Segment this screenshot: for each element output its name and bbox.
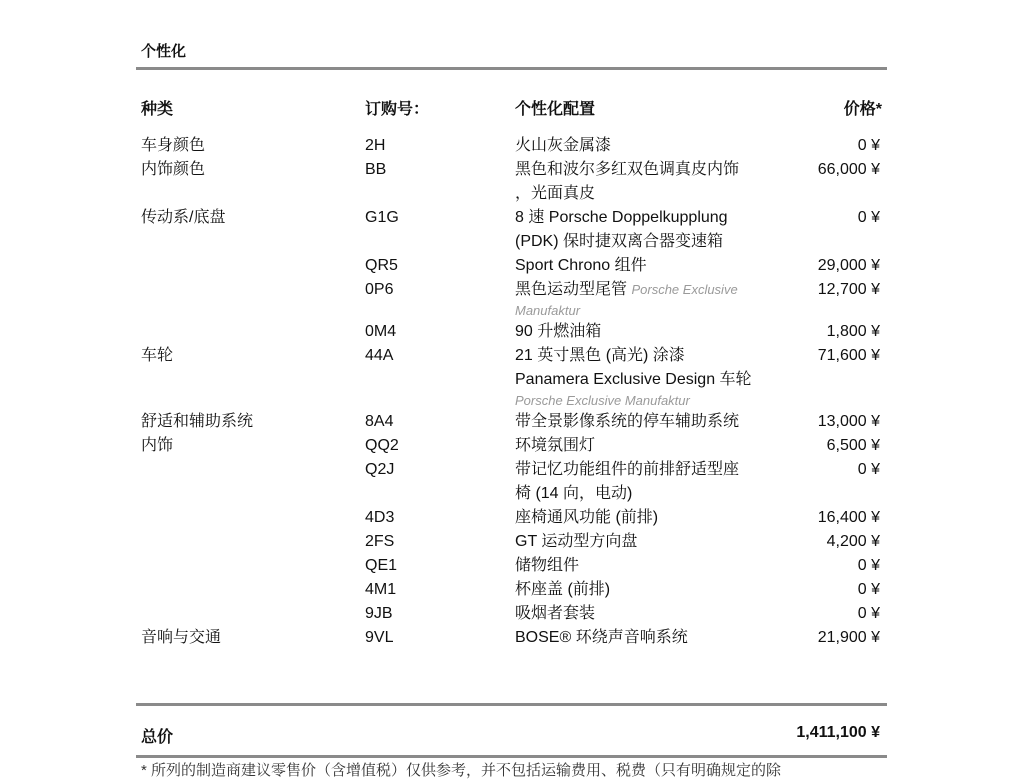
configuration-text: 带记忆功能组件的前排舒适型座 bbox=[515, 461, 740, 478]
row-price: 0 ¥ bbox=[857, 209, 880, 226]
row-order-code: 44A bbox=[365, 347, 394, 364]
header-price: 价格* bbox=[843, 101, 882, 118]
configuration-line bbox=[515, 206, 728, 230]
configuration-line bbox=[515, 134, 611, 158]
row-order-code: 4M1 bbox=[365, 581, 397, 598]
configuration-text: Sport Chrono 组件 bbox=[515, 257, 647, 274]
row-price: 21,900 ¥ bbox=[817, 629, 880, 646]
table-row bbox=[0, 278, 1024, 320]
configuration-text: BOSE® 环绕声音响系统 bbox=[515, 629, 688, 646]
total-divider bbox=[136, 755, 887, 758]
row-order-code: 9VL bbox=[365, 629, 394, 646]
configuration-line bbox=[515, 344, 752, 368]
configuration-text: 吸烟者套装 bbox=[515, 605, 596, 622]
row-order-code: 0P6 bbox=[365, 281, 394, 298]
configuration-line bbox=[515, 182, 739, 206]
table-row bbox=[0, 530, 1024, 554]
table-row bbox=[0, 254, 1024, 278]
table-row bbox=[0, 344, 1024, 410]
row-order-code: BB bbox=[365, 161, 387, 178]
row-configuration bbox=[515, 158, 739, 206]
configuration-text: 21 英寸黑色 (高光) 涂漆 bbox=[515, 347, 685, 364]
row-price: 1,800 ¥ bbox=[826, 323, 880, 340]
exclusive-label: Porsche Exclusive Manufaktur bbox=[515, 393, 690, 408]
row-category: 车身颜色 bbox=[141, 137, 206, 154]
row-order-code: 0M4 bbox=[365, 323, 397, 340]
row-configuration bbox=[515, 254, 647, 278]
row-category: 内饰颜色 bbox=[141, 161, 206, 178]
row-configuration bbox=[515, 458, 739, 506]
table-row bbox=[0, 410, 1024, 434]
configuration-text: 环境氛围灯 bbox=[515, 437, 596, 454]
table-row bbox=[0, 206, 1024, 254]
configuration-line bbox=[515, 158, 739, 182]
exclusive-label: Porsche Exclusive bbox=[631, 282, 738, 297]
configuration-text: 火山灰金属漆 bbox=[515, 137, 612, 154]
row-configuration bbox=[515, 626, 688, 650]
row-price: 16,400 ¥ bbox=[817, 509, 880, 526]
row-category: 传动系/底盘 bbox=[141, 209, 226, 226]
row-price: 0 ¥ bbox=[857, 461, 880, 478]
configuration-text: Panamera Exclusive Design 车轮 bbox=[515, 371, 752, 388]
table-row bbox=[0, 554, 1024, 578]
row-order-code: 2H bbox=[365, 137, 386, 154]
configuration-text: 储物组件 bbox=[515, 557, 580, 574]
row-price: 0 ¥ bbox=[857, 557, 880, 574]
configuration-line bbox=[515, 578, 610, 602]
configuration-text: (PDK) 保时捷双离合器变速箱 bbox=[515, 233, 724, 250]
configuration-line bbox=[515, 626, 688, 650]
configuration-text: ，光面真皮 bbox=[515, 185, 596, 202]
table-row bbox=[0, 158, 1024, 206]
section-title: 个性化 bbox=[141, 43, 187, 60]
row-order-code: 8A4 bbox=[365, 413, 394, 430]
row-order-code: G1G bbox=[365, 209, 399, 226]
configuration-line bbox=[515, 254, 647, 278]
configuration-line bbox=[515, 506, 658, 530]
row-price: 4,200 ¥ bbox=[826, 533, 880, 550]
configuration-line bbox=[515, 278, 738, 302]
row-order-code: QR5 bbox=[365, 257, 398, 274]
row-order-code: QQ2 bbox=[365, 437, 399, 454]
configuration-text: 黑色运动型尾管 bbox=[515, 281, 628, 298]
configuration-text: 黑色和波尔多红双色调真皮内饰 bbox=[515, 161, 740, 178]
table-row bbox=[0, 434, 1024, 458]
row-order-code: Q2J bbox=[365, 461, 395, 478]
row-configuration bbox=[515, 506, 658, 530]
table-row bbox=[0, 320, 1024, 344]
configuration-line bbox=[515, 554, 579, 578]
configuration-text: 8 速 Porsche Doppelkupplung bbox=[515, 209, 728, 226]
header-category: 种类 bbox=[141, 101, 174, 118]
row-configuration bbox=[515, 602, 595, 626]
row-category: 音响与交通 bbox=[141, 629, 222, 646]
row-price: 0 ¥ bbox=[857, 605, 880, 622]
configuration-text: 杯座盖 (前排) bbox=[515, 581, 611, 598]
configuration-line bbox=[515, 602, 595, 626]
header-order-code: 订购号： bbox=[365, 101, 430, 118]
top-divider bbox=[136, 67, 887, 70]
row-configuration bbox=[515, 410, 739, 434]
row-configuration bbox=[515, 434, 595, 458]
configuration-line bbox=[515, 458, 739, 482]
configuration-text: 椅 (14 向，电动) bbox=[515, 485, 633, 502]
configuration-line bbox=[515, 368, 752, 392]
configuration-line bbox=[515, 482, 739, 506]
row-configuration bbox=[515, 530, 637, 554]
configuration-text: 座椅通风功能 (前排) bbox=[515, 509, 659, 526]
configuration-line bbox=[515, 410, 739, 434]
row-price: 0 ¥ bbox=[857, 581, 880, 598]
table-row bbox=[0, 458, 1024, 506]
row-price: 12,700 ¥ bbox=[817, 281, 880, 298]
total-label: 总价 bbox=[141, 729, 174, 746]
row-price: 6,500 ¥ bbox=[826, 437, 880, 454]
configuration-line bbox=[515, 230, 728, 254]
row-order-code: 2FS bbox=[365, 533, 395, 550]
row-category: 车轮 bbox=[141, 347, 174, 364]
table-row bbox=[0, 626, 1024, 650]
row-configuration bbox=[515, 206, 728, 254]
configuration-text: GT 运动型方向盘 bbox=[515, 533, 638, 550]
row-price: 66,000 ¥ bbox=[817, 161, 880, 178]
row-configuration bbox=[515, 134, 611, 158]
row-price: 0 ¥ bbox=[857, 137, 880, 154]
configuration-text: 90 升燃油箱 bbox=[515, 323, 602, 340]
row-configuration bbox=[515, 320, 601, 344]
row-configuration bbox=[515, 344, 752, 410]
row-category: 舒适和辅助系统 bbox=[141, 413, 254, 430]
table-row bbox=[0, 602, 1024, 626]
row-configuration bbox=[515, 278, 738, 320]
row-configuration bbox=[515, 554, 579, 578]
row-price: 71,600 ¥ bbox=[817, 347, 880, 364]
configuration-line bbox=[515, 530, 637, 554]
row-order-code: 9JB bbox=[365, 605, 393, 622]
row-order-code: QE1 bbox=[365, 557, 398, 574]
configuration-text: 带全景影像系统的停车辅助系统 bbox=[515, 413, 740, 430]
exclusive-label: Manufaktur bbox=[515, 303, 581, 318]
row-category: 内饰 bbox=[141, 437, 174, 454]
header-configuration: 个性化配置 bbox=[515, 101, 596, 118]
row-configuration bbox=[515, 578, 610, 602]
total-value: 1,411,100 ¥ bbox=[796, 724, 880, 741]
row-order-code: 4D3 bbox=[365, 509, 395, 526]
configuration-line bbox=[515, 434, 595, 458]
table-row bbox=[0, 506, 1024, 530]
bottom-divider bbox=[136, 703, 887, 706]
table-row bbox=[0, 578, 1024, 602]
configuration-table bbox=[0, 134, 1024, 650]
configuration-line bbox=[515, 320, 601, 344]
footnote: * 所列的制造商建议零售价（含增值税）仅供参考，并不包括运输费用、税费（只有明确规定的除 bbox=[141, 762, 782, 779]
row-price: 13,000 ¥ bbox=[817, 413, 880, 430]
table-row bbox=[0, 134, 1024, 158]
row-price: 29,000 ¥ bbox=[817, 257, 880, 274]
